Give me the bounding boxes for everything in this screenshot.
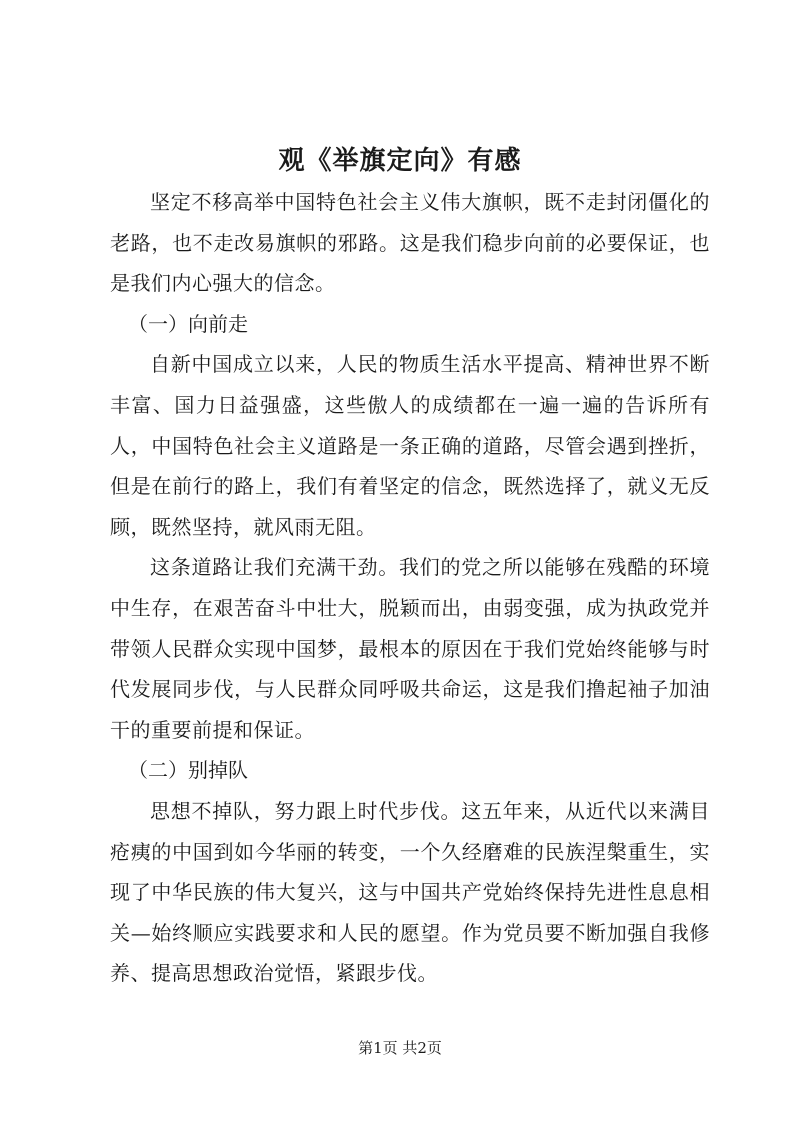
page-title: 观《举旗定向》有感 <box>278 146 522 176</box>
paragraph-achievements: 自新中国成立以来，人民的物质生活水平提高、精神世界不断丰富、国力日益强盛，这些傲人的成绩都在一遍一遍的告诉所有人，中国特色社会主义道路是一条正确的道路，尽管会遇到挫折，但是在前行的路上，我们有着坚定的信念，既然选择了，就义无反顾，既然坚持，就风雨无阻。 <box>110 352 710 539</box>
paragraph-party-road: 这条道路让我们充满干劲。我们的党之所以能够在残酷的环境中生存，在艰苦奋斗中壮大，脱颖而出，由弱变强，成为执政党并带领人民群众实现中国梦，最根本的原因在于我们党始终能够与时代发展同步伐，与人民群众同呼吸共命运，这是我们撸起袖子加油干的重要前提和保证。 <box>110 555 710 742</box>
document-body <box>110 182 710 994</box>
page-footer: 第1页 共2页 <box>358 1039 442 1057</box>
paragraph-intro: 坚定不移高举中国特色社会主义伟大旗帜，既不走封闭僵化的老路，也不走改易旗帜的邪路。这是我们稳步向前的必要保证，也是我们内心强大的信念。 <box>110 190 710 296</box>
paragraph-thought: 思想不掉队，努力跟上时代步伐。这五年来，从近代以来满目疮痍的中国到如今华丽的转变，一个久经磨难的民族涅槃重生，实现了中华民族的伟大复兴，这与中国共产党始终保持先进性息息相关—始终顺应实践要求和人民的愿望。作为党员要不断加强自我修养、提高思想政治觉悟，紧跟步伐。 <box>110 798 710 986</box>
section-heading-keep-up: （二）别掉队 <box>128 758 248 783</box>
section-heading-forward: （一）向前走 <box>128 311 248 336</box>
